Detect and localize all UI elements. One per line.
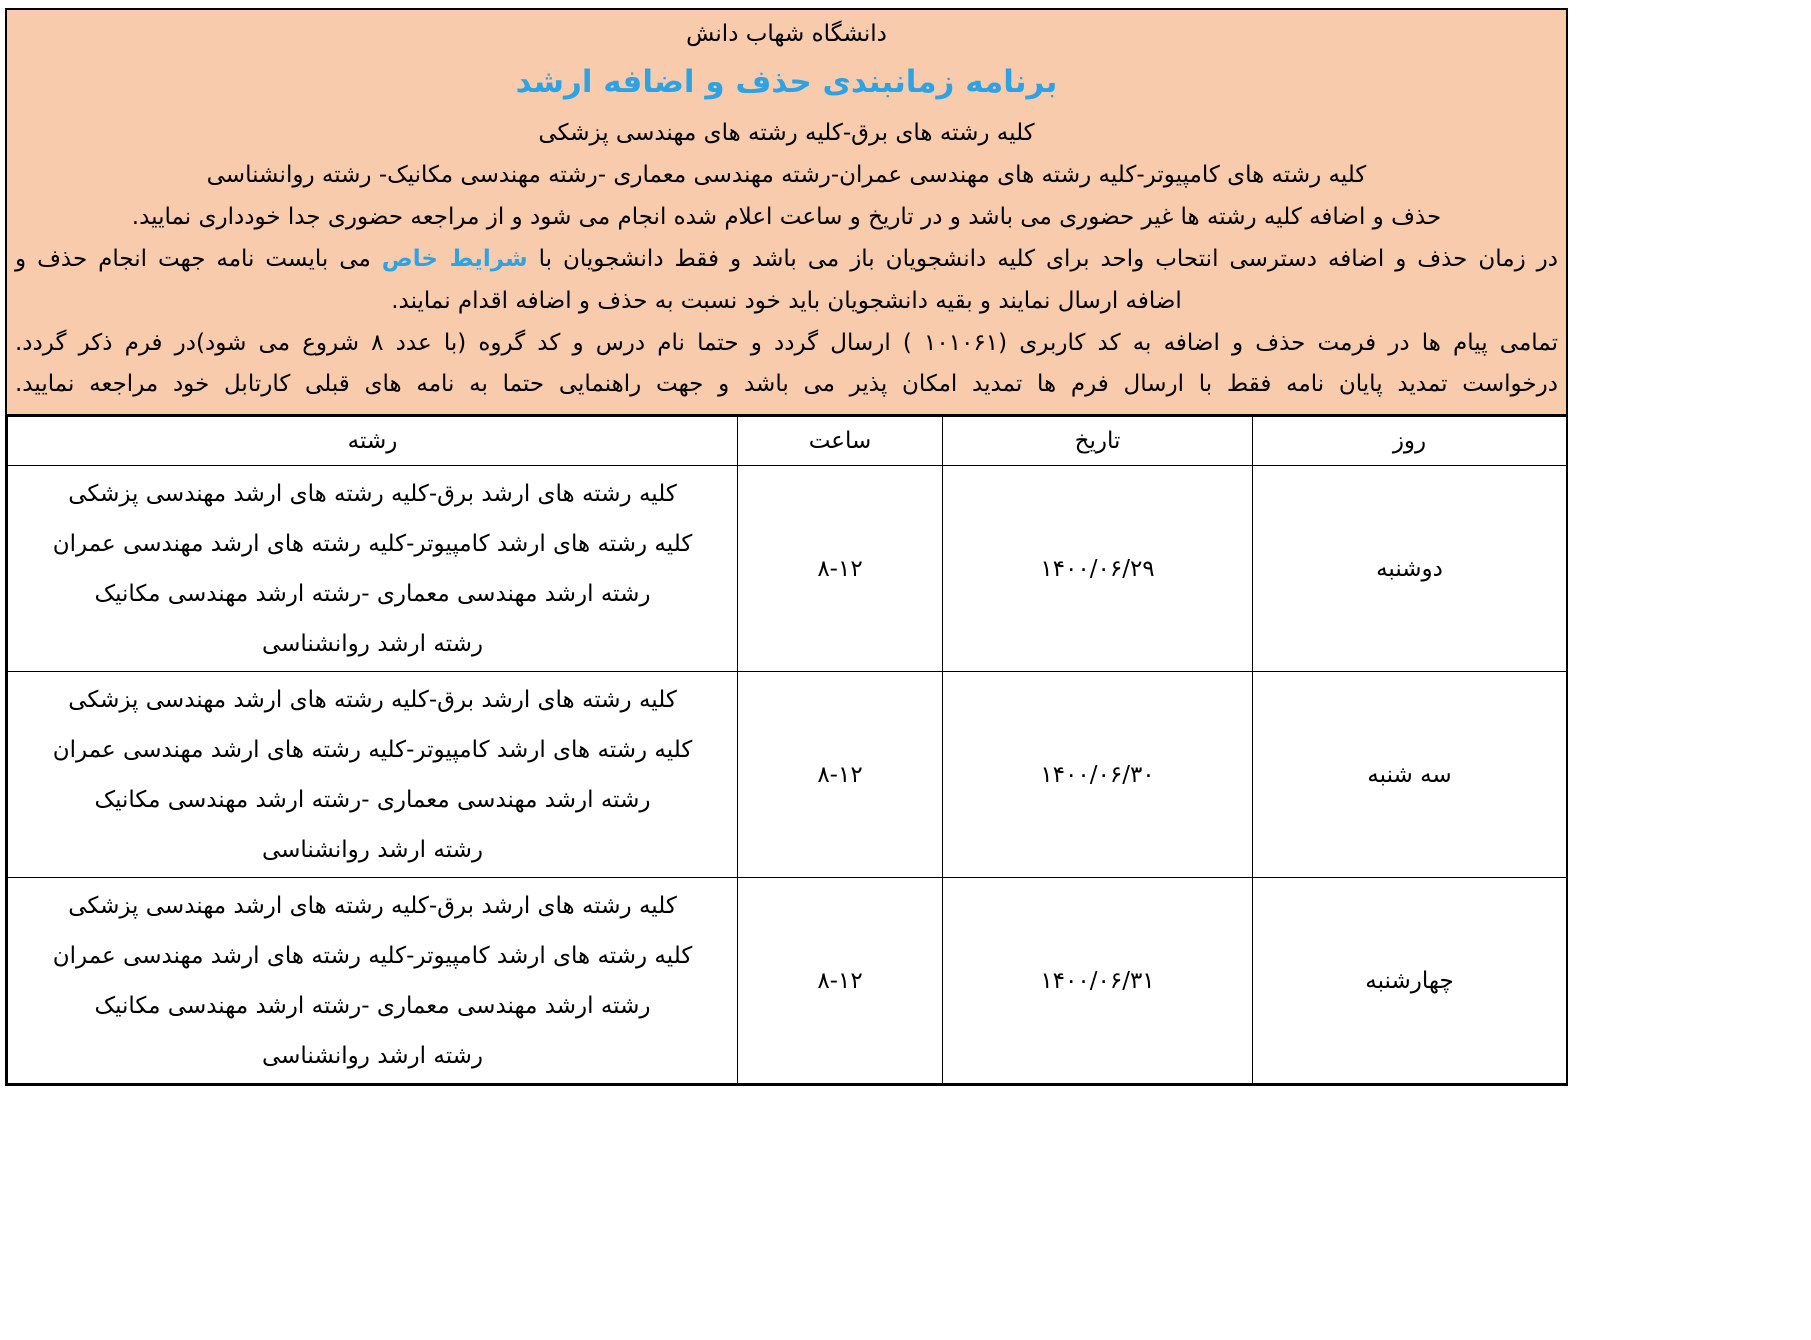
day-cell: سه شنبه: [1253, 672, 1567, 878]
major-line: رشته ارشد روانشناسی: [261, 1042, 484, 1069]
major-line: رشته ارشد مهندسی معماری -رشته ارشد مهندسی مکانیک: [94, 992, 651, 1019]
column-header-day: روز: [1253, 417, 1567, 466]
major-line: رشته ارشد روانشناسی: [261, 630, 484, 657]
table-row: [8, 466, 1567, 672]
notice-user-code: تمامی پیام ها در فرمت حذف و اضافه به کد کاربری (۱۰۱۰۶۱ ) ارسال گردد و حتما نام درس و کد گروه (با عدد ۸ شروع می شود)در فرم ذکر گردد.: [15, 330, 1558, 356]
column-header-date: تاریخ: [943, 417, 1253, 466]
time-cell: ۸-۱۲: [738, 878, 943, 1084]
column-header-time: ساعت: [738, 417, 943, 466]
time-cell: ۸-۱۲: [738, 466, 943, 672]
majors-line-2: کلیه رشته های کامپیوتر-کلیه رشته های مهندسی عمران-رشته مهندسی معماری -رشته مهندسی مکانیک- رشته روانشناسی: [206, 162, 1367, 188]
majors-cell: [8, 672, 738, 878]
major-line: رشته ارشد روانشناسی: [261, 836, 484, 863]
date-cell: ۱۴۰۰/۰۶/۳۰: [943, 672, 1253, 878]
day-cell: چهارشنبه: [1253, 878, 1567, 1084]
major-line: کلیه رشته های ارشد کامپیوتر-کلیه رشته های ارشد مهندسی عمران: [52, 942, 693, 969]
table-row: [8, 672, 1567, 878]
notice-thesis-extension: درخواست تمدید پایان نامه فقط با ارسال فرم ها تمدید امکان پذیر می باشد و جهت راهنمایی حتما به نامه های قبلی کارتابل خود مراجعه نمایید.: [15, 371, 1558, 397]
majors-cell: [8, 878, 738, 1084]
schedule-table: [7, 416, 1567, 1084]
major-line: رشته ارشد مهندسی معماری -رشته ارشد مهندسی مکانیک: [94, 580, 651, 607]
table-row: [8, 878, 1567, 1084]
special-conditions-highlight: شرایط خاص: [381, 246, 528, 272]
date-cell: ۱۴۰۰/۰۶/۳۱: [943, 878, 1253, 1084]
majors-cell: [8, 466, 738, 672]
time-cell: ۸-۱۲: [738, 672, 943, 878]
university-name: دانشگاه شهاب دانش: [686, 21, 887, 47]
schedule-sheet: [5, 8, 1568, 1086]
notice-access-text-1: در زمان حذف و اضافه دسترسی انتحاب واحد برای کلیه دانشجویان باز می باشد و فقط دانشجویان با: [538, 246, 1558, 272]
majors-line-1: کلیه رشته های برق-کلیه رشته های مهندسی پزشکی: [538, 120, 1035, 146]
major-line: کلیه رشته های ارشد کامپیوتر-کلیه رشته های ارشد مهندسی عمران: [52, 736, 693, 763]
notice-online-only: حذف و اضافه کلیه رشته ها غیر حضوری می باشد و در تاریخ و ساعت اعلام شده انجام می شود و از مراجعه حضوری جدا خودداری نمایید.: [131, 204, 1442, 230]
notice-access: [15, 238, 1558, 280]
major-line: کلیه رشته های ارشد کامپیوتر-کلیه رشته های ارشد مهندسی عمران: [52, 530, 693, 557]
notice-letter: اضافه ارسال نمایند و بقیه دانشجویان باید خود نسبت به حذف و اضافه اقدام نمایند.: [391, 288, 1182, 314]
day-cell: دوشنبه: [1253, 466, 1567, 672]
notice-access-text-2: می بایست نامه جهت انجام حذف و: [15, 246, 371, 272]
major-line: کلیه رشته های ارشد برق-کلیه رشته های ارشد مهندسی پزشکی: [68, 892, 677, 919]
major-line: کلیه رشته های ارشد برق-کلیه رشته های ارشد مهندسی پزشکی: [68, 480, 677, 507]
major-line: کلیه رشته های ارشد برق-کلیه رشته های ارشد مهندسی پزشکی: [68, 686, 677, 713]
page-title: برنامه زمانبندی حذف و اضافه ارشد: [515, 64, 1058, 100]
date-cell: ۱۴۰۰/۰۶/۲۹: [943, 466, 1253, 672]
major-line: رشته ارشد مهندسی معماری -رشته ارشد مهندسی مکانیک: [94, 786, 651, 813]
table-header-row: [8, 417, 1567, 466]
announcement-header: [7, 10, 1566, 416]
column-header-majors: رشته: [8, 417, 738, 466]
